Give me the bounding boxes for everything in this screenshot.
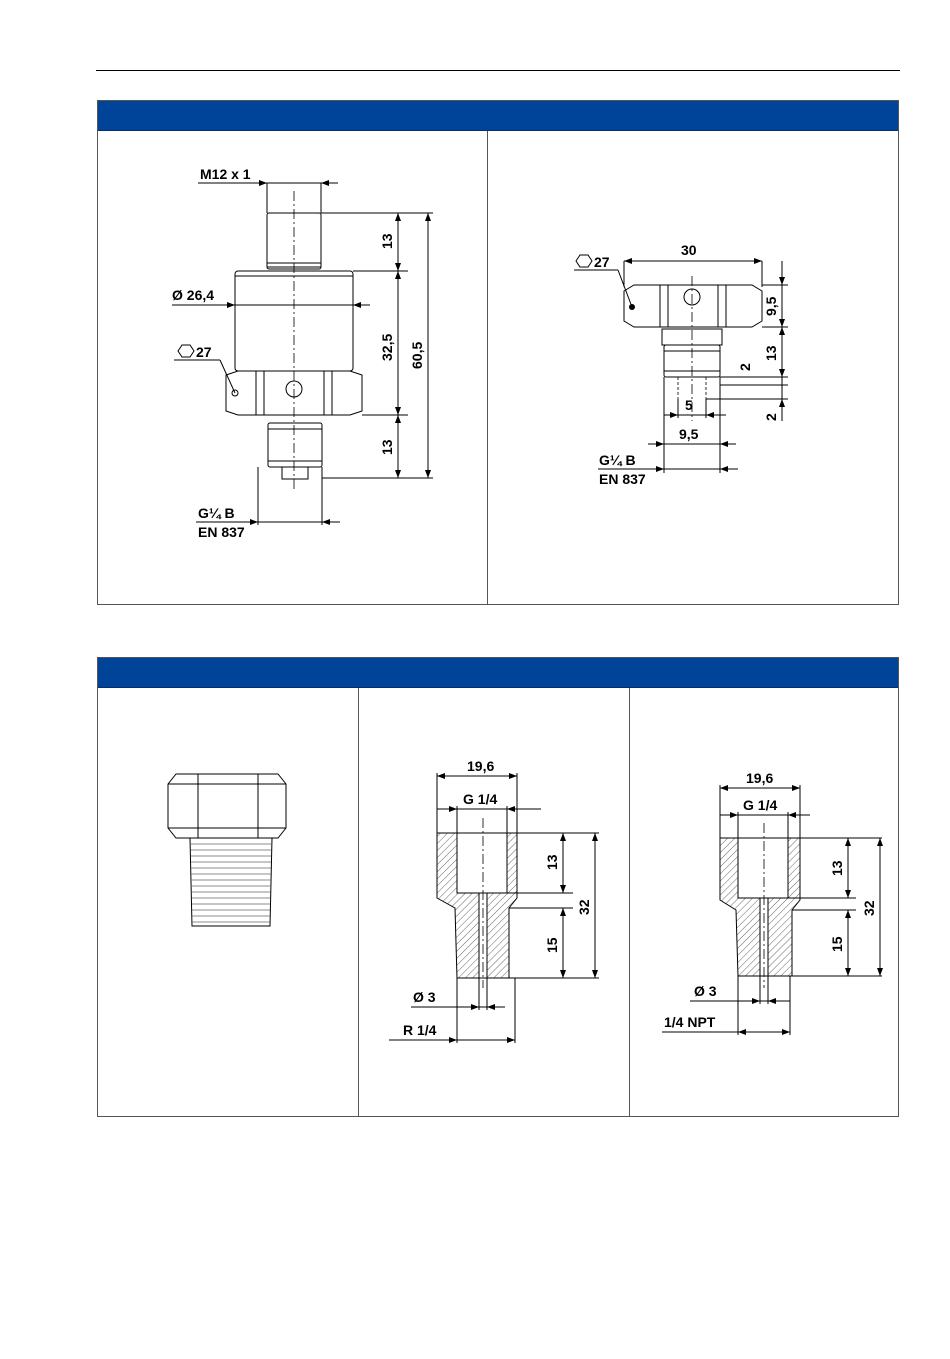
- drawing-standard-version: [98, 131, 487, 604]
- label-npt: 1/4 NPT: [664, 1014, 716, 1030]
- label-g14-npt: G 1/4: [743, 797, 778, 813]
- drawing-adapter-external: [98, 688, 358, 1116]
- drawing-adapter-npt: [630, 688, 900, 1116]
- dim-30: 30: [681, 242, 697, 258]
- dim-13-r14: 13: [544, 854, 560, 870]
- dim-13-npt: 13: [829, 860, 845, 876]
- label-thread-compact-2: EN 837: [599, 471, 646, 487]
- section-header-bar-2: [98, 658, 898, 688]
- dim-19-6-r14: 19,6: [467, 758, 495, 774]
- drawing-compact-version: [488, 131, 900, 604]
- dim-32-npt: 32: [861, 900, 877, 916]
- dim-32-5: 32,5: [379, 333, 395, 361]
- label-d3-r14: Ø 3: [413, 989, 436, 1005]
- dim-5: 5: [685, 397, 693, 413]
- label-d3-npt: Ø 3: [694, 983, 717, 999]
- dim-2-upper: 2: [737, 363, 753, 371]
- label-g14-r14: G 1/4: [463, 791, 498, 807]
- label-thread-1: G¼ B: [198, 505, 235, 521]
- bore-g14: [457, 833, 507, 893]
- section-header-bar: [98, 101, 898, 131]
- bore-g14-npt: [738, 838, 788, 898]
- label-thread-2: EN 837: [198, 524, 245, 540]
- panel-adapter-r14: [358, 688, 629, 1116]
- adapters-section: [97, 657, 899, 1117]
- dim-9-5-hex: 9,5: [763, 296, 779, 316]
- dim-13-compact: 13: [763, 345, 779, 361]
- label-r14: R 1/4: [403, 1022, 437, 1038]
- label-m12: M12 x 1: [200, 166, 251, 182]
- label-thread-compact-1: G¼ B: [599, 452, 636, 468]
- drawing-adapter-r14: [359, 688, 629, 1116]
- dim-15-r14: 15: [544, 937, 560, 953]
- hex-27-compact: [624, 285, 762, 327]
- panel-compact-drawing: [487, 131, 900, 604]
- thread-tip: [282, 467, 308, 479]
- dim-19-6-npt: 19,6: [746, 770, 774, 786]
- dim-60-5: 60,5: [409, 341, 425, 369]
- panel-adapter-npt: [629, 688, 900, 1116]
- dimensions-section: [97, 100, 899, 605]
- dim-13-top: 13: [379, 233, 395, 249]
- label-hex: 27: [196, 344, 212, 360]
- dim-15-npt: 15: [829, 936, 845, 952]
- thread-g14b: [268, 423, 322, 467]
- dim-2-lower: 2: [763, 413, 779, 421]
- adapter-thread: [190, 838, 272, 926]
- panel-adapter-view: [98, 688, 358, 1116]
- label-hex-compact: 27: [594, 254, 610, 270]
- header-rule: [96, 70, 900, 71]
- dim-9-5-width: 9,5: [679, 426, 699, 442]
- dim-13-bottom: 13: [379, 439, 395, 455]
- panel-standard-drawing: [98, 131, 487, 604]
- label-diameter: Ø 26,4: [172, 287, 215, 303]
- dim-32-r14: 32: [576, 899, 592, 915]
